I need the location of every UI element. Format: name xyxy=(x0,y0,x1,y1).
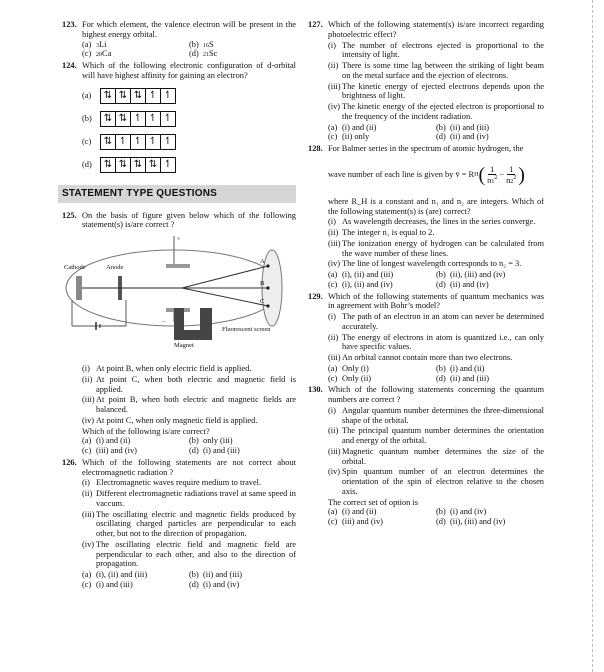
question-text: Which of the following electronic configuration of d-orbital will have highest affinity for gaining an electron? xyxy=(82,61,296,81)
magnet-label: Magnet xyxy=(174,342,194,349)
denominator-exp: 2 xyxy=(513,175,517,182)
statement xyxy=(328,239,544,259)
atomic-number: 16 xyxy=(203,42,209,49)
option-b[interactable] xyxy=(82,111,296,127)
option-b[interactable] xyxy=(436,507,544,517)
option-text: (i) and (iv) xyxy=(450,507,487,517)
statement-label: (iii) xyxy=(82,395,95,405)
element-symbol: Li xyxy=(99,39,107,49)
denominator-sub: 1 xyxy=(491,179,495,186)
statement-label: (i) xyxy=(328,40,336,50)
orbital-box: ↿ xyxy=(116,135,131,149)
question-text: Which of the following statements of quantum mechanics was in agreement with Bohr’s model? xyxy=(328,291,544,311)
statement-text: The number of electrons ejected is proportional to the intensity of light. xyxy=(342,40,544,60)
statement xyxy=(82,416,296,426)
statement-text: The ionization energy of hydrogen can be calculated from the wave number of these lines. xyxy=(342,238,544,258)
denominator-exp: 2 xyxy=(494,175,498,182)
question-text: Which of the following statement(s) is/are incorrect regarding photoelectric effect? xyxy=(328,20,544,39)
option-a[interactable] xyxy=(328,364,436,374)
option-label: (a) xyxy=(328,122,338,132)
option-b[interactable] xyxy=(436,123,544,133)
option-label: (b) xyxy=(189,39,199,49)
orbital-boxes xyxy=(100,88,176,104)
statement-text: The path of an electron in an atom can never be determined accurately. xyxy=(342,312,544,331)
statement-text: The energy of electrons in atom is quantized i.e., can only have specific values. xyxy=(342,332,544,352)
option-c[interactable] xyxy=(82,134,296,150)
statement-text: The integer n₁ is equal to 2. xyxy=(342,228,435,238)
option-d[interactable] xyxy=(436,280,544,290)
statement-text: The oscillating electric and magnetic fields produced by oscillating charged particles are perpendicular to each other, but not to the direction of propagation. xyxy=(96,509,296,538)
option-label: (d) xyxy=(436,517,446,527)
option-d[interactable] xyxy=(189,49,296,59)
option-text: (iii) and (iv) xyxy=(342,517,383,527)
option-a[interactable] xyxy=(82,88,296,104)
statement-label: (iii) xyxy=(328,81,341,91)
point-c-label: C xyxy=(260,298,265,305)
option-label: (b) xyxy=(436,363,446,373)
statement xyxy=(82,510,296,539)
option-text: (ii) and (iii) xyxy=(450,122,490,132)
atomic-number: 20 xyxy=(96,52,102,59)
option-label: (a) xyxy=(328,507,338,517)
statement-text: At point B, when both electric and magnetic fields are balanced. xyxy=(96,395,296,414)
statement-text: Angular quantum number determines the three-dimensional shape of the orbital. xyxy=(342,405,544,425)
cathode-ray-tube-figure xyxy=(62,236,294,348)
option-text: (ii) only xyxy=(342,132,370,142)
orbital-box: ↿ xyxy=(131,112,146,126)
option-label: (a) xyxy=(328,270,338,280)
numerator: 1 xyxy=(509,164,514,174)
statement xyxy=(328,406,544,426)
option-b[interactable] xyxy=(189,570,296,580)
right-paren: ) xyxy=(518,163,525,186)
statement-label: (ii) xyxy=(328,228,339,238)
option-text: (ii) and (iii) xyxy=(450,373,490,383)
statement xyxy=(328,41,544,61)
option-c[interactable] xyxy=(328,280,436,290)
statement-text: The kinetic energy of ejected electrons depends upon the brightness of light. xyxy=(342,81,544,101)
statement-text: The kinetic energy of the ejected electron is proportional to the frequency of the incident radiation. xyxy=(342,102,544,121)
options xyxy=(328,270,544,290)
atomic-number: 21 xyxy=(203,52,209,59)
formula-subscript-h: H xyxy=(474,171,479,178)
option-label: (b) xyxy=(436,122,446,132)
options xyxy=(328,507,544,527)
option-c[interactable] xyxy=(328,374,436,384)
options xyxy=(82,570,296,590)
option-label: (c) xyxy=(328,132,338,142)
option-label: (d) xyxy=(436,373,446,383)
option-label: (b) xyxy=(436,270,446,280)
statement-label: (i) xyxy=(328,312,336,322)
question-128 xyxy=(308,144,544,290)
option-text: (iii) and (iv) xyxy=(96,446,137,455)
option-label: (d) xyxy=(436,279,446,289)
option-label: (a) xyxy=(82,436,92,446)
statement-label: (i) xyxy=(328,405,336,415)
option-b[interactable] xyxy=(436,270,544,280)
statement xyxy=(82,375,296,395)
option-text: (i), (ii) and (iii) xyxy=(342,270,394,280)
orbital-box: ↿ xyxy=(146,135,161,149)
orbital-box: ↿ xyxy=(146,112,161,126)
option-text: (ii) and (iii) xyxy=(203,570,243,579)
option-d[interactable] xyxy=(436,374,544,384)
orbital-box: ⇅ xyxy=(116,158,131,172)
statement xyxy=(328,353,544,363)
element-symbol: Sc xyxy=(209,49,218,59)
statement-text: The line of longest wavelength corresponds to n₂ = 3. xyxy=(342,259,522,269)
option-text: (i) and (iii) xyxy=(203,446,240,455)
point-a-label: A xyxy=(260,258,265,265)
orbital-box: ⇅ xyxy=(101,112,116,126)
statement xyxy=(82,478,296,488)
options xyxy=(82,40,296,60)
statement-label: (iii) xyxy=(82,509,95,519)
option-label: (b) xyxy=(189,570,199,579)
question-125 xyxy=(62,211,296,456)
orbital-box: ↿ xyxy=(131,135,146,149)
option-label: (a) xyxy=(82,91,92,101)
option-label: (d) xyxy=(436,132,446,142)
orbital-box: ⇅ xyxy=(131,89,146,103)
options xyxy=(82,436,296,456)
statement-label: (iii) xyxy=(328,446,341,456)
anode-label: Anode xyxy=(106,264,124,271)
option-a[interactable] xyxy=(328,270,436,280)
question-124 xyxy=(62,61,296,173)
option-c[interactable] xyxy=(82,49,189,59)
statement xyxy=(328,312,544,332)
options xyxy=(328,123,544,143)
option-b[interactable] xyxy=(189,436,296,446)
element-symbol: Ca xyxy=(102,49,112,59)
orbital-box: ⇅ xyxy=(131,158,146,172)
question-126 xyxy=(62,458,296,590)
question-text: For Balmer series in the spectrum of atomic hydrogen, the xyxy=(328,144,524,153)
option-d[interactable] xyxy=(82,157,296,173)
question-number: 129. xyxy=(308,291,323,301)
question-text: On the basis of figure given below which of the following statement(s) is/are correct ? xyxy=(82,210,296,230)
option-label: (d) xyxy=(189,49,199,59)
option-text: (i) and (iv) xyxy=(203,579,240,589)
statement-text: At point C, when only magnetic field is applied. xyxy=(96,415,258,425)
question-123 xyxy=(62,20,296,59)
orbital-box: ⇅ xyxy=(101,135,116,149)
statement-label: (iv) xyxy=(328,259,341,269)
option-text: (i) and (ii) xyxy=(96,436,131,446)
element-symbol: S xyxy=(209,39,214,49)
statement-label: (i) xyxy=(82,364,90,373)
option-label: (a) xyxy=(82,39,92,49)
option-label: (b) xyxy=(436,507,446,517)
orbital-boxes xyxy=(100,111,176,127)
orbital-box: ⇅ xyxy=(146,158,161,172)
question-text: Which of the following statements are not correct about electromagnetic radiation ? xyxy=(82,457,296,477)
statement-label: (iv) xyxy=(82,539,95,549)
question-continuation: where R_H is a constant and n₁ and n₂ are integers. Which of the following statement(s) is (are) correct? xyxy=(328,196,544,216)
statement xyxy=(328,82,544,102)
orbital-box: ⇅ xyxy=(101,158,116,172)
statement-label: (ii) xyxy=(328,332,339,342)
statement-text: At point C, when both electric and magnetic field is applied. xyxy=(96,374,296,394)
fraction-2 xyxy=(506,165,516,187)
orbital-box: ↿ xyxy=(163,158,173,170)
option-label: (c) xyxy=(328,517,338,527)
statement-text: The oscillating electric field and magnetic field are perpendicular to each other, and also to the direction of propagation. xyxy=(96,539,296,569)
option-label: (a) xyxy=(328,363,338,373)
option-text: Only (i) xyxy=(342,363,369,373)
denominator-n: n xyxy=(506,176,511,186)
option-c[interactable] xyxy=(328,132,436,142)
option-label: (b) xyxy=(189,436,199,446)
right-column xyxy=(308,20,544,529)
statement-text: An orbital cannot contain more than two electrons. xyxy=(342,353,513,363)
statement xyxy=(82,395,296,415)
question-number: 123. xyxy=(62,20,77,29)
statement xyxy=(328,426,544,446)
option-label: (d) xyxy=(189,579,199,589)
statement xyxy=(328,102,544,122)
statement xyxy=(328,228,544,238)
orbital-box: ⇅ xyxy=(116,112,131,126)
section-heading: STATEMENT TYPE QUESTIONS xyxy=(58,185,296,203)
option-d[interactable] xyxy=(436,517,544,527)
page-margin-rule xyxy=(592,0,593,672)
statement xyxy=(328,333,544,353)
option-label: (c) xyxy=(328,373,338,383)
statement-label: (ii) xyxy=(328,426,339,436)
option-a[interactable] xyxy=(328,123,436,133)
question-number: 125. xyxy=(62,210,77,220)
option-b[interactable] xyxy=(436,364,544,374)
option-a[interactable] xyxy=(328,507,436,517)
question-127 xyxy=(308,20,544,142)
option-label: (d) xyxy=(82,160,92,170)
option-label: (c) xyxy=(82,137,92,147)
statement xyxy=(328,61,544,81)
statement xyxy=(82,540,296,569)
point-b-label: B xyxy=(260,280,265,287)
option-text: (i) and (ii) xyxy=(342,507,377,517)
formula-lead: wave number of each line is given by xyxy=(328,170,454,180)
statement-text: Magnetic quantum number determines the size of the orbital. xyxy=(342,446,544,466)
question-number: 127. xyxy=(308,20,323,29)
option-a[interactable] xyxy=(82,436,189,446)
option-label: (b) xyxy=(82,114,92,124)
statement-text: As wavelength decreases, the lines in the series converge. xyxy=(342,217,536,227)
statement xyxy=(328,259,544,269)
option-c[interactable] xyxy=(82,580,189,590)
option-label: (c) xyxy=(82,446,92,455)
orbital-box: ↿ xyxy=(163,89,173,101)
denominator-sub: 2 xyxy=(510,179,514,186)
orbital-box: ↿ xyxy=(163,135,173,147)
question-prompt: The correct set of option is xyxy=(328,497,419,507)
option-text: (ii), (iii) and (iv) xyxy=(450,517,506,527)
statement-text: At point B, when only electric field is applied. xyxy=(96,364,252,373)
option-text: only (iii) xyxy=(203,436,233,446)
statement-text: Spin quantum number of an electron determines the orientation of the spin of electron relative to the chosen axis. xyxy=(342,467,544,496)
statement-label: (iii) xyxy=(328,238,341,248)
option-text: (i) and (ii) xyxy=(450,363,485,373)
plus-sign: + xyxy=(177,236,181,243)
question-prompt: Which of the following is/are correct? xyxy=(82,426,210,436)
statement-label: (ii) xyxy=(82,489,93,498)
option-c[interactable] xyxy=(82,446,189,456)
statement xyxy=(328,467,544,496)
question-129 xyxy=(308,292,544,384)
denominator-n: n xyxy=(487,176,492,186)
option-label: (d) xyxy=(189,446,199,455)
statement xyxy=(328,447,544,467)
option-text: (ii), (iii) and (iv) xyxy=(450,270,506,280)
option-label: (c) xyxy=(82,49,92,59)
option-label: (c) xyxy=(328,279,338,289)
orbital-box: ⇅ xyxy=(116,89,131,103)
option-b[interactable] xyxy=(189,40,296,50)
option-text: (i), (ii) and (iv) xyxy=(342,279,393,289)
atomic-number: 3 xyxy=(96,42,99,49)
question-number: 124. xyxy=(62,61,77,71)
statement xyxy=(328,217,544,227)
cathode-label: Cathode xyxy=(64,264,86,271)
option-text: (ii) and (iv) xyxy=(450,132,489,142)
option-d[interactable] xyxy=(189,580,296,590)
statement-text: Different electromagnetic radiations travel at same speed in vaccum. xyxy=(96,489,296,508)
formula-lhs: v̄ = R xyxy=(455,170,475,180)
question-number: 130. xyxy=(308,385,323,395)
option-a[interactable] xyxy=(82,40,189,50)
orbital-box: ↿ xyxy=(163,112,173,124)
option-text: (i), (ii) and (iii) xyxy=(96,570,148,579)
orbital-boxes xyxy=(100,134,176,150)
left-paren: ( xyxy=(478,163,486,186)
statement-text: Electromagnetic waves require medium to travel. xyxy=(96,478,262,488)
statement-label: (iv) xyxy=(82,415,95,425)
minus-sign: − xyxy=(499,170,505,180)
minus-sign: – xyxy=(162,318,166,325)
options xyxy=(328,364,544,384)
orbital-box: ⇅ xyxy=(101,89,116,103)
statement-label: (i) xyxy=(82,478,90,488)
option-text: Only (ii) xyxy=(342,373,372,383)
question-number: 128. xyxy=(308,144,323,153)
option-text: (ii) and (iv) xyxy=(450,279,489,289)
rydberg-formula xyxy=(328,164,544,187)
statement-label: (iv) xyxy=(328,102,341,111)
option-text: (i) and (ii) xyxy=(342,122,377,132)
option-d[interactable] xyxy=(436,132,544,142)
question-130 xyxy=(308,385,544,527)
question-text: For which element, the valence electron will be present in the highest energy orbital. xyxy=(82,20,296,39)
orbital-boxes xyxy=(100,157,176,173)
statement-text: The principal quantum number determines the orientation and energy of the orbital. xyxy=(342,426,544,446)
statement-label: (i) xyxy=(328,217,336,227)
numerator: 1 xyxy=(490,164,495,174)
left-column xyxy=(62,20,296,592)
option-label: (a) xyxy=(82,570,92,579)
option-d[interactable] xyxy=(189,446,296,456)
statement-label: (ii) xyxy=(82,374,93,384)
statement-label: (iv) xyxy=(328,467,341,477)
option-text: (i) and (iii) xyxy=(96,579,133,589)
statement-text: There is some time lag between the striking of light beam on the metal surface and the ejection of electrons. xyxy=(342,61,544,80)
question-number: 126. xyxy=(62,457,77,467)
orbital-box: ↿ xyxy=(146,89,161,103)
option-label: (c) xyxy=(82,579,92,589)
option-a[interactable] xyxy=(82,570,189,580)
option-c[interactable] xyxy=(328,517,436,527)
fluorescent-screen-label: Fluorescent screen xyxy=(222,326,271,333)
question-text: Which of the following statements concerning the quantum numbers are correct ? xyxy=(328,385,544,405)
statement-label: (ii) xyxy=(328,61,339,70)
fraction-1 xyxy=(487,165,497,187)
statement xyxy=(82,489,296,509)
statement xyxy=(82,364,296,374)
statement-label: (iii) xyxy=(328,353,341,363)
